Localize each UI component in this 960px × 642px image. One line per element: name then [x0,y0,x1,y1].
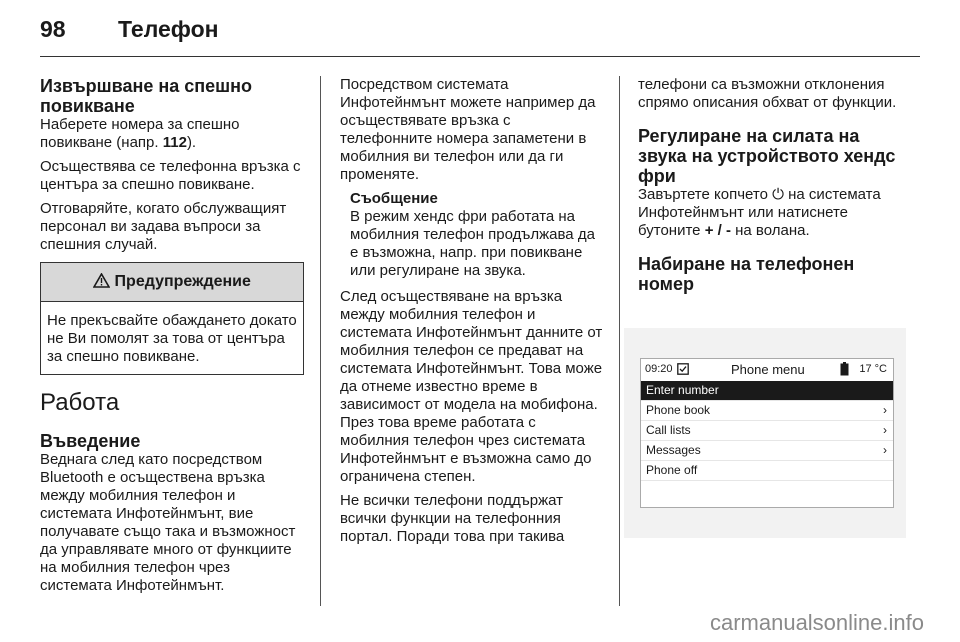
column-2 [340,76,604,552]
intro-heading: Въведение [40,431,141,451]
chevron-right-icon: › [883,443,887,457]
menu-item-label: Phone book [646,403,711,417]
col3-paragraph-1: телефони са възможни отклонения спрямо описания обхват от функции. [638,76,897,111]
column-3 [638,76,906,294]
chevron-right-icon: › [883,403,887,417]
page-header [40,14,920,57]
emergency-number-ref[interactable]: 112 [162,134,187,151]
chevron-right-icon: › [883,423,887,437]
warning-box [40,262,304,375]
menu-item-label: Enter number [646,383,719,397]
page-title: Телефон [118,16,219,42]
volume-text-part: на волана. [735,222,810,239]
menu-item-label: Messages [646,443,701,457]
menu-item-enter-number[interactable] [641,381,893,401]
menu-item-label: Phone off [646,463,698,477]
volume-heading: Регулиране на силата на звука на устройството хендс фри [638,126,896,186]
display-screenshot [624,328,906,538]
warning-text: Не прекъсвайте обаждането докато не Ви помолят за това от центъра за спешно повикване. [47,312,297,365]
menu-item-call-lists[interactable] [641,421,893,441]
col2-paragraph-2: След осъществяване на връзка между мобилния телефон и системата Инфотейнмънт данните от мобилния телефон се предават на системата Инфотейнмънт. Това може да отнеме известно време в зависимост от модела на мобифона. През това време работата с мобилния телефон чрез системата Инфотейнмънт е възможна само до ограничена степен. [340,288,603,485]
infotainment-display [640,358,894,508]
display-temperature: 17 °C [859,363,887,375]
volume-text [638,186,906,240]
emergency-paragraph-2: Осъществява се телефонна връзка с центъра за спешно повикване. [40,158,301,193]
display-status-bar [641,359,893,381]
display-time: 09:20 [645,363,673,375]
emergency-p1-prefix: Наберете номера за спешно повикване (напр. [40,116,240,151]
col2-paragraph-3: Не всички телефони поддържат всички функции на телефонния портал. Поради това при такива [340,492,565,545]
section-heading: Работа [40,389,120,416]
menu-item-messages[interactable] [641,441,893,461]
volume-text-part: на системата Инфотейнмънт или натиснете бутоните [638,186,881,239]
warning-header [41,263,303,302]
note-text: В режим хендс фри работата на мобилния телефон продължава да е възможна, напр. при повикване или регулиране на звука. [350,208,595,279]
warning-triangle-icon [93,273,114,290]
column-divider [320,76,321,606]
menu-item-phone-book[interactable] [641,401,893,421]
display-title: Phone menu [731,362,805,377]
page-number: 98 [40,16,66,42]
emergency-p1-suffix: ). [186,134,197,151]
emergency-heading: Извършване на спешно повикване [40,76,252,116]
phone-status-icon [677,363,689,378]
menu-item-label: Call lists [646,423,691,437]
emergency-paragraph-3: Отговаряйте, когато обслужващият персонал ви задава въпроси за спешния случай. [40,200,287,253]
volume-buttons: + / - [704,222,731,239]
dial-heading: Набиране на телефонен номер [638,254,855,294]
column-1 [40,76,304,601]
note-title: Съобщение [350,190,438,207]
phone-menu-list [641,381,893,481]
warning-title: Предупреждение [114,273,251,290]
menu-item-phone-off[interactable] [641,461,893,481]
column-divider [619,76,620,606]
note-block [350,190,604,280]
watermark: carmanualsonline.info [709,610,924,635]
battery-icon [840,362,849,379]
col2-paragraph-1: Посредством системата Инфотейнмънт можете например да осъществявате връзка с телефонните номера запаметени в мобилния ви телефон или да ги променяте. [340,76,596,183]
power-knob-icon: ⏻ [772,186,784,203]
intro-text: Веднага след като посредством Bluetooth е осъществена връзка между мобилния телефон и системата Инфотейнмънт, вие получавате също така и възможност да управлявате много от функциите на мобилния телефон чрез системата Инфотейнмънт. [40,451,296,594]
volume-text-part: Завъртете копчето [638,186,768,203]
emergency-paragraph-1 [40,116,304,152]
